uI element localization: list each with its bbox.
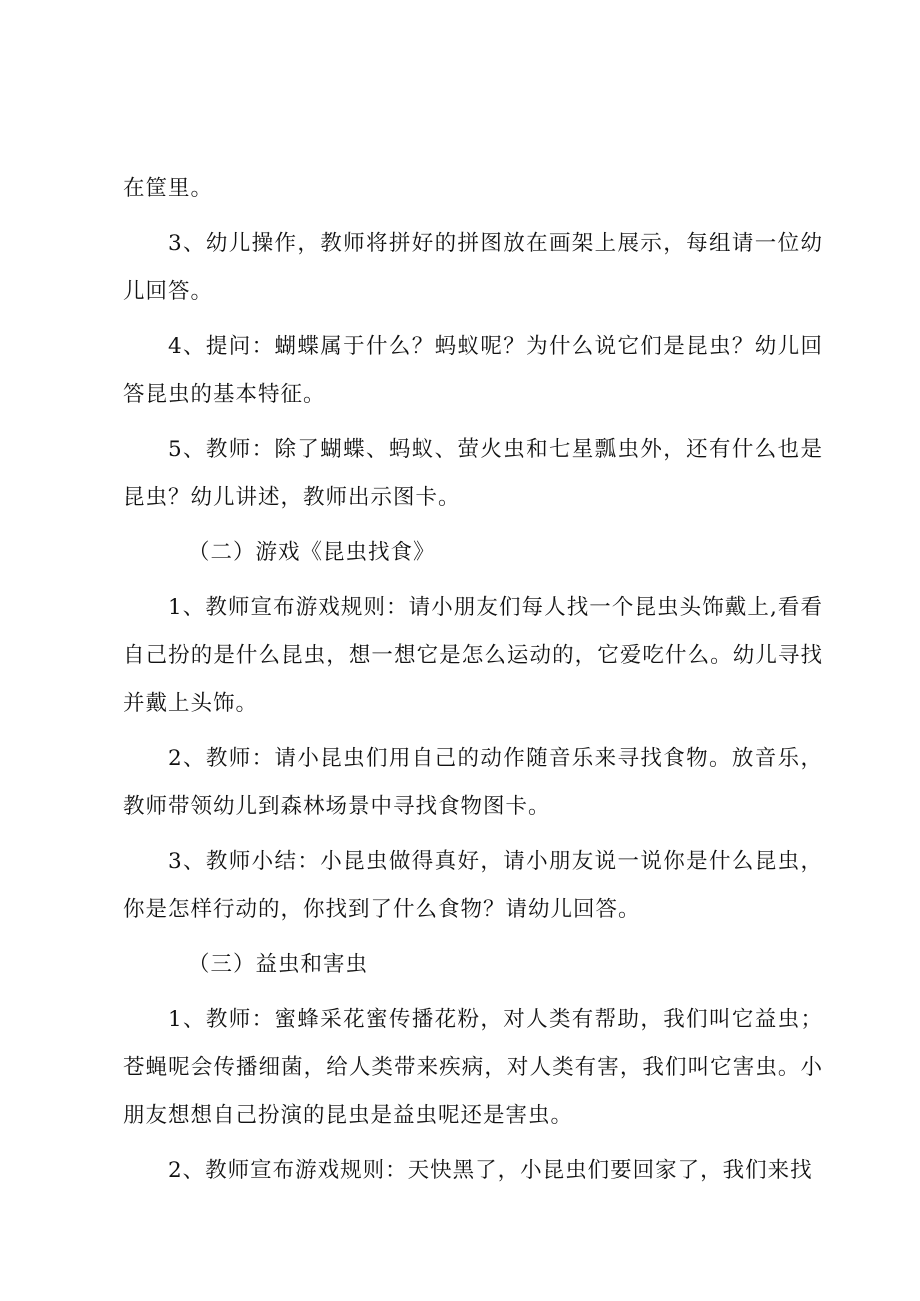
paragraph-insects-step-1: 1、教师：蜜蜂采花蜜传播花粉，对人类有帮助，我们叫它益虫；苍蝇呢会传播细菌，给人类带来疾病，对人类有害，我们叫它害虫。小朋友想想自己扮演的昆虫是益虫呢还是害虫。 <box>123 1007 823 1128</box>
paragraph-game-step-1: 1、教师宣布游戏规则：请小朋友们每人找一个昆虫头饰戴上,看看自己扮的是什么昆虫，想一想它是怎么运动的，它爱吃什么。幼儿寻找并戴上头饰。 <box>123 595 823 716</box>
paragraph-continuation: 在筐里。 <box>123 176 214 201</box>
section-heading-insects: （三）益虫和害虫 <box>188 952 369 977</box>
paragraph-game-step-2: 2、教师：请小昆虫们用自己的动作随音乐来寻找食物。放音乐，教师带领幼儿到森林场景中寻找食物图卡。 <box>123 746 823 819</box>
paragraph-insects-step-2: 2、教师宣布游戏规则：天快黑了，小昆虫们要回家了，我们来找 <box>168 1158 813 1183</box>
paragraph-step-4: 4、提问：蝴蝶属于什么？蚂蚁呢？为什么说它们是昆虫？幼儿回答昆虫的基本特征。 <box>123 334 823 407</box>
document-body <box>123 165 823 1195</box>
paragraph-game-step-3: 3、教师小结：小昆虫做得真好，请小朋友说一说你是什么昆虫，你是怎样行动的，你找到了什么食物？请幼儿回答。 <box>123 849 823 922</box>
section-heading-game: （二）游戏《昆虫找食》 <box>188 540 436 565</box>
paragraph-step-3: 3、幼儿操作，教师将拼好的拼图放在画架上展示，每组请一位幼儿回答。 <box>123 231 823 304</box>
paragraph-step-5: 5、教师：除了蝴蝶、蚂蚁、萤火虫和七星瓢虫外，还有什么也是昆虫？幼儿讲述，教师出示图卡。 <box>123 437 823 510</box>
